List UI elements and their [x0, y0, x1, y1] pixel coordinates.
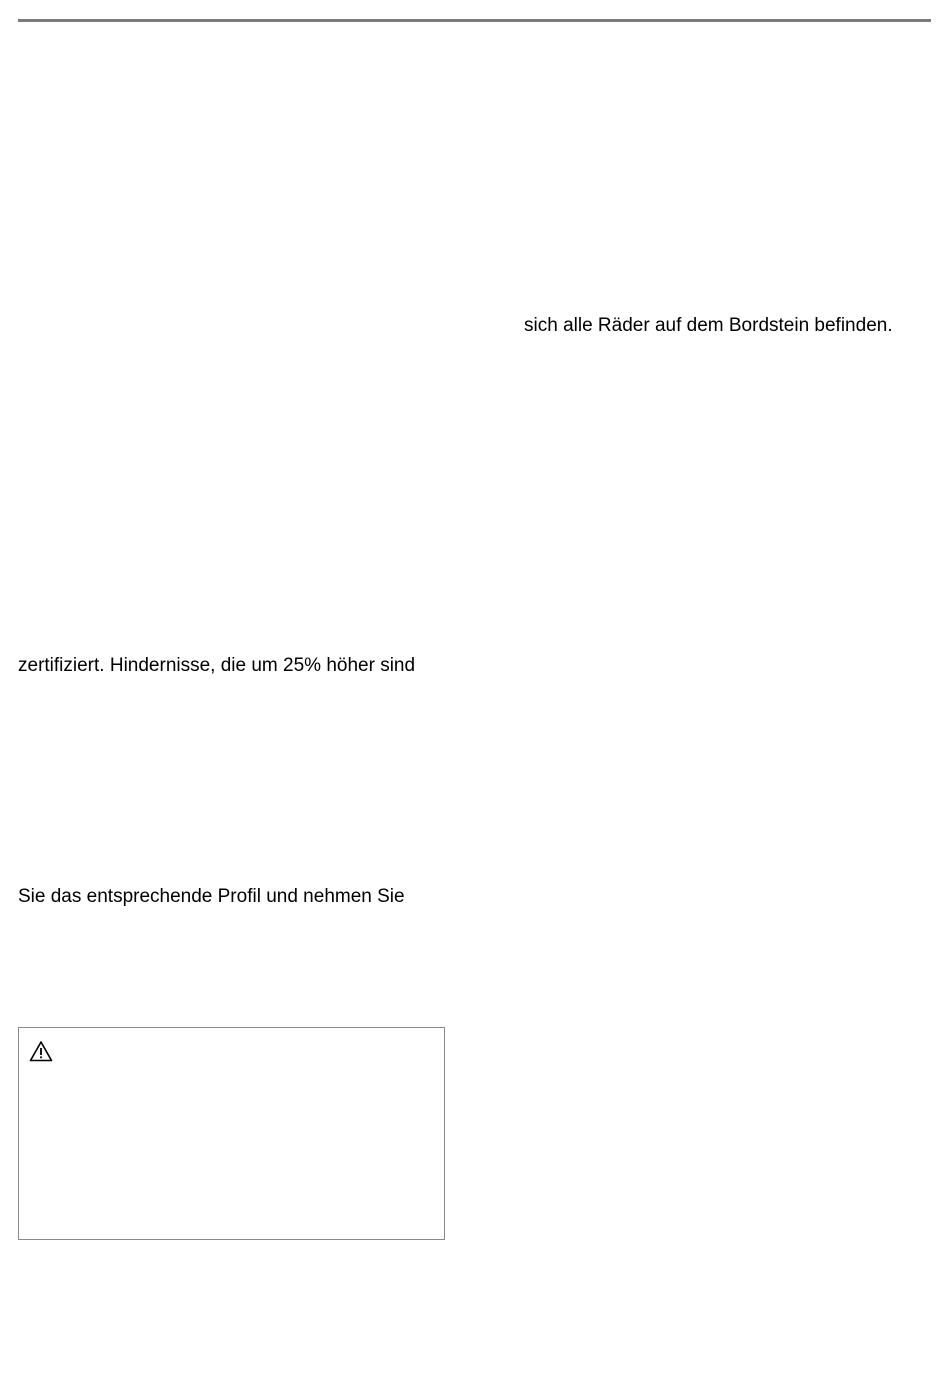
warning-box	[18, 1027, 445, 1240]
warning-triangle-icon	[29, 1040, 53, 1062]
body-text-right-line: sich alle Räder auf dem Bordstein befinden.	[524, 315, 893, 336]
header-rule	[18, 19, 931, 22]
body-text-left-line-2: Sie das entsprechende Profil und nehmen Sie	[18, 886, 405, 907]
body-text-left-line-1: zertifiziert. Hindernisse, die um 25% höher sind	[18, 655, 416, 676]
